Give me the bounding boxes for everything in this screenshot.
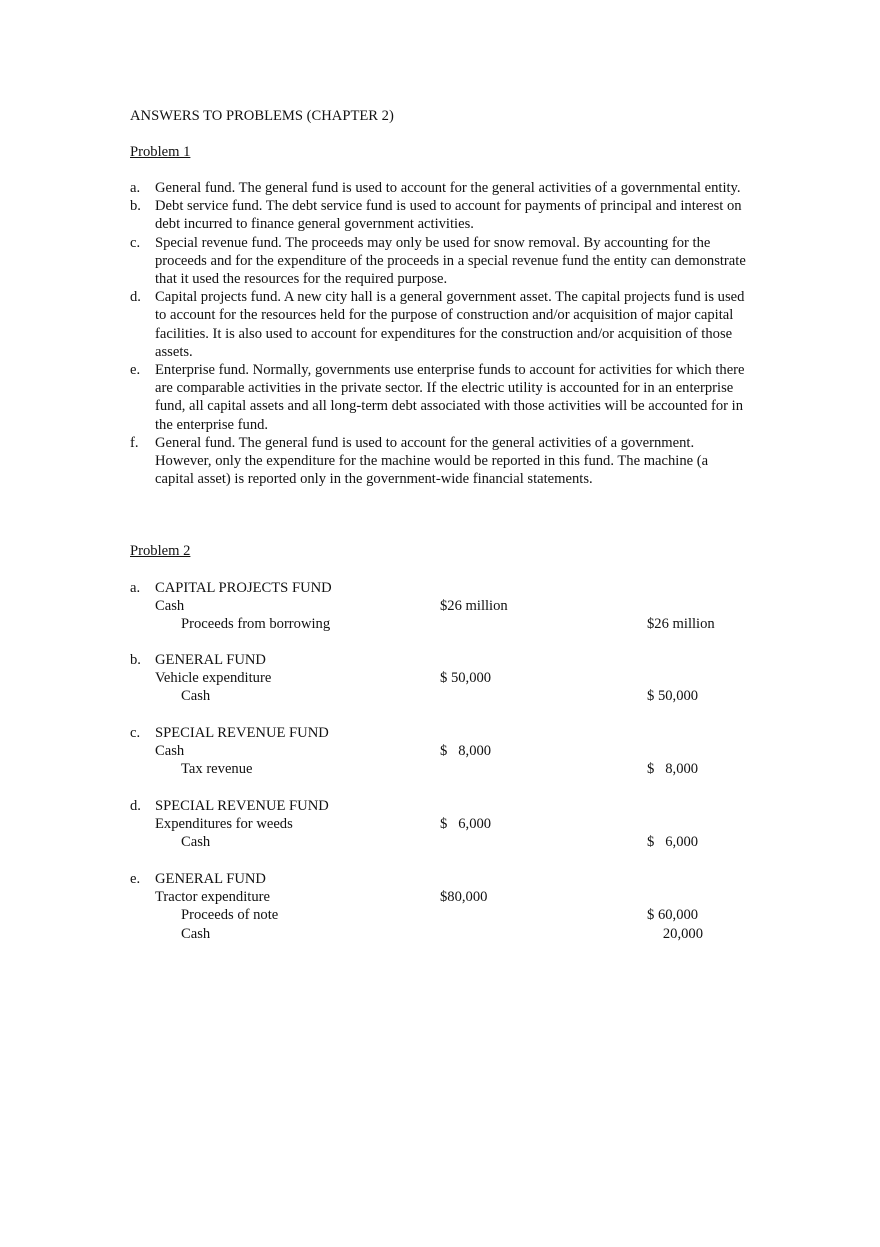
item-text: Capital projects fund. A new city hall is a general government asset. The capital projects fund is used to account for the resources held for the purpose of construction and/or acquisition of major capital facilities. It is also used to account for expenditures for the construction and/or acquisition of those assets. — [155, 289, 745, 360]
fund-name: GENERAL FUND — [155, 871, 266, 887]
credit-account: Tax revenue — [181, 761, 253, 778]
fund-row — [130, 724, 750, 742]
item-text: Special revenue fund. The proceeds may only be used for snow removal. By accounting for the proceeds and for the expenditure of the proceeds in a special revenue fund the entity can demonstrate that it used the resources for the required purpose. — [155, 234, 746, 288]
credit-account: Cash — [181, 688, 211, 705]
problem-2-heading: Problem 2 — [130, 543, 191, 559]
credit-row — [130, 906, 750, 924]
entry-letter: b. — [130, 652, 141, 668]
credit-amount: $ 50,000 — [647, 688, 699, 705]
problem-1-heading: Problem 1 — [130, 144, 191, 160]
debit-account: Expenditures for weeds — [155, 816, 293, 833]
item-letter: c. — [130, 234, 141, 251]
item-letter: a. — [130, 180, 141, 196]
item-letter: d. — [130, 289, 141, 306]
credit-amount: 20,000 — [662, 925, 703, 942]
credit-account: Cash — [181, 925, 211, 942]
journal-entry-e — [130, 870, 750, 943]
journal-entry-a — [130, 579, 750, 634]
entry-letter: c. — [130, 725, 141, 741]
credit-row — [130, 687, 750, 705]
debit-amount: $80,000 — [440, 889, 488, 906]
journal-entry-d — [130, 797, 750, 852]
debit-row — [130, 815, 750, 833]
debit-account: Cash — [155, 743, 185, 760]
entry-letter: d. — [130, 798, 141, 814]
credit-row — [130, 760, 750, 778]
credit-row — [130, 925, 750, 943]
credit-row — [130, 833, 750, 851]
debit-row — [130, 888, 750, 906]
list-item — [130, 288, 760, 361]
credit-amount: $ 6,000 — [647, 834, 699, 851]
item-letter: b. — [130, 198, 141, 215]
fund-name: GENERAL FUND — [155, 652, 266, 668]
fund-name: CAPITAL PROJECTS FUND — [155, 580, 332, 596]
debit-row — [130, 669, 750, 687]
credit-account: Cash — [181, 834, 211, 851]
entry-letter: a. — [130, 580, 141, 596]
item-text: Debt service fund. The debt service fund is used to account for payments of principal and interest on debt incurred to finance general government activities. — [155, 198, 742, 233]
debit-row — [130, 742, 750, 760]
fund-row — [130, 651, 750, 669]
item-text: Enterprise fund. Normally, governments use enterprise funds to account for activities for which there are comparable activities in the private sector. If the electric utility is accounted for in an enterprise fund, all capital assets and all long-term debt associated with those activities will be accounted for in the enterprise fund. — [155, 362, 745, 433]
debit-account: Cash — [155, 598, 185, 615]
page-title: ANSWERS TO PROBLEMS (CHAPTER 2) — [130, 108, 394, 124]
debit-amount: $ 6,000 — [440, 816, 492, 833]
fund-row — [130, 870, 750, 888]
debit-amount: $ 8,000 — [440, 743, 492, 760]
fund-row — [130, 579, 750, 597]
item-text: General fund. The general fund is used to account for the general activities of a government. However, only the expenditure for the machine would be reported in this fund. The machine (a capital asset) is reported only in the government-wide financial statements. — [155, 434, 709, 488]
debit-account: Tractor expenditure — [155, 889, 270, 906]
list-item — [130, 361, 760, 434]
item-letter: f. — [130, 434, 139, 451]
credit-amount: $ 60,000 — [647, 907, 699, 924]
item-text: General fund. The general fund is used to account for the general activities of a governmental entity. — [155, 180, 741, 196]
debit-row — [130, 597, 750, 615]
fund-row — [130, 797, 750, 815]
credit-row — [130, 615, 750, 633]
list-item — [130, 197, 760, 233]
fund-name: SPECIAL REVENUE FUND — [155, 725, 329, 741]
fund-name: SPECIAL REVENUE FUND — [155, 798, 329, 814]
journal-entry-c — [130, 724, 750, 779]
credit-amount: $ 8,000 — [647, 761, 699, 778]
debit-account: Vehicle expenditure — [155, 670, 272, 687]
credit-account: Proceeds from borrowing — [181, 616, 331, 633]
entry-letter: e. — [130, 871, 141, 887]
list-item — [130, 179, 760, 197]
debit-amount: $26 million — [440, 598, 508, 615]
credit-account: Proceeds of note — [181, 907, 279, 924]
list-item — [130, 234, 760, 289]
problem-1-list — [130, 179, 760, 488]
debit-amount: $ 50,000 — [440, 670, 492, 687]
item-letter: e. — [130, 362, 141, 379]
journal-entry-b — [130, 651, 750, 706]
credit-amount: $26 million — [647, 616, 715, 633]
list-item — [130, 434, 760, 489]
